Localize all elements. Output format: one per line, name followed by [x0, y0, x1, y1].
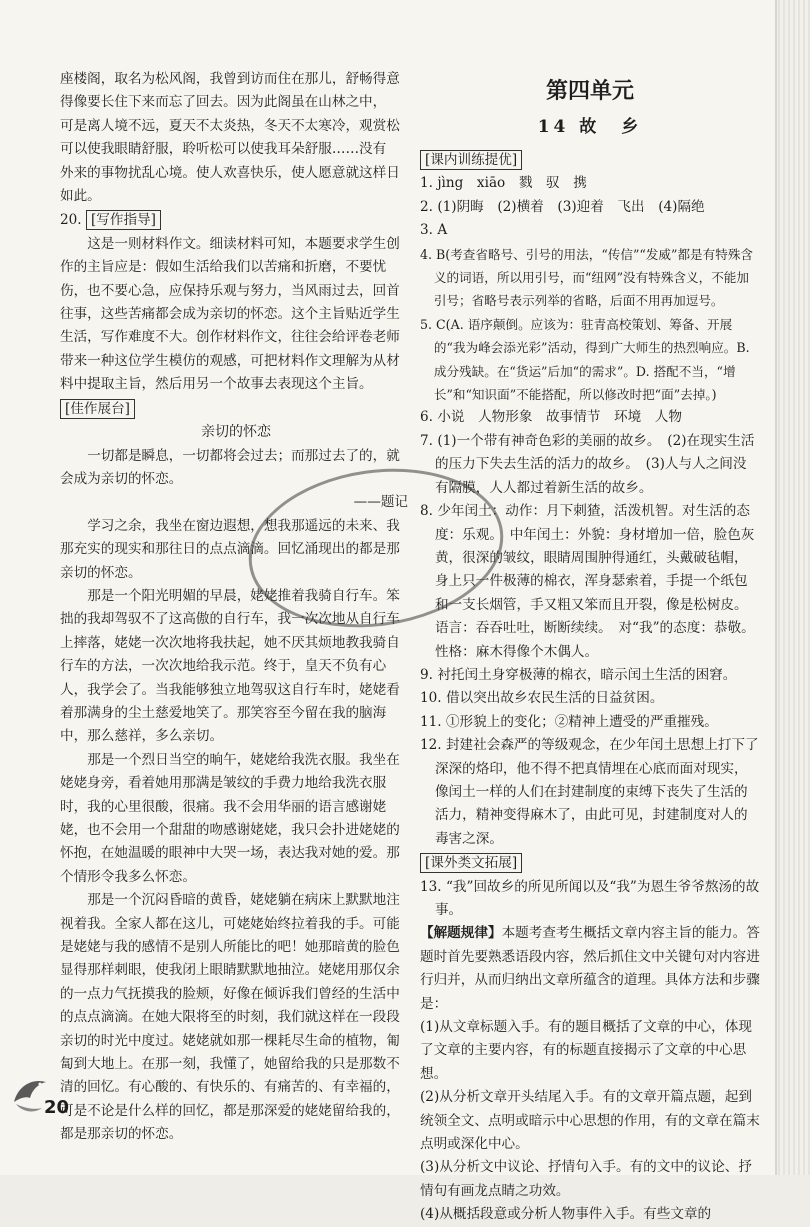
method-step: (4)从概括段意或分析人物事件入手。有些文章的 — [420, 1206, 712, 1223]
cont-line: 可是离人境不远，夏天不太炎热，冬天不太寒冷，观赏松 — [60, 117, 400, 134]
showcase-tag: [佳作展台] — [60, 399, 135, 419]
continuation-text — [60, 68, 412, 208]
method-intro: 【解题规律】本题考查考生概括文章内容主旨的能力。答题时首先要熟悉语段内容，然后抓住文中关键句对内容进行归并，从而归纳出文章所蕴含的道理。具体方法和步骤是： — [420, 925, 760, 1012]
essay-paragraph: 那是一个烈日当空的晌午，姥姥给我洗衣服。我坐在姥姥身旁，看着她用那满是皱纹的手费力地给我洗衣服时，我的心里很酸，很痛。我不会用华丽的语言感谢姥姥，也不会用一个甜甜的吻感谢姥姥，我只会扑进姥姥的怀抱，在她温暖的眼神中大哭一场，表达我对她的爱。那个情形令我多么怀恋。 — [60, 751, 400, 885]
answer-item: 7. (1)一个带有神奇色彩的美丽的故乡。 (2)在现实生活的压力下失去生活的活力的故乡。 (3)人与人之间没有隔膜，人人都过着新生活的故乡。 — [420, 432, 755, 496]
question-number: 20. — [60, 212, 82, 229]
answer-item: 4. B(考查省略号、引号的用法，“传信”“发威”都是有特殊含义的词语，所以用引号，而“纽网”没有特殊含义，不能加引号；省略号表示列举的省略，后面不用再加逗号。 — [420, 246, 754, 309]
answer-item: 2. (1)阴晦 (2)横着 (3)迎着 飞出 (4)隔绝 — [420, 198, 705, 215]
epigraph: 一切都是瞬息，一切都将会过去；而那过去了的，就会成为亲切的怀恋。 — [60, 447, 400, 487]
method-step: (1)从文章标题入手。有的题目概括了文章的中心，体现了文章的主要内容，有的标题直接揭示了文章的中心思想。 — [420, 1019, 752, 1082]
epigraph-source: ——题记 — [353, 494, 408, 511]
cont-line: 外来的事物扰乱心境。使人欢喜快乐，使人愿意就这样日 — [60, 164, 400, 181]
answer-item: 10. 借以突出故乡农民生活的日益贫困。 — [420, 690, 664, 707]
page-edge-strip — [778, 0, 810, 1175]
answer-item: 6. 小说 人物形象 故事情节 环境 人物 — [420, 409, 682, 426]
cont-line: 得像要长住下来而忘了回去。因为此阁虽在山林之中， — [60, 94, 387, 111]
in-class-section-tag: [课内训练提优] — [420, 150, 522, 170]
method-label: 【解题规律】 — [420, 925, 502, 942]
answer-item: 9. 衬托闰土身穿极薄的棉衣，暗示闰土生活的困窘。 — [420, 666, 737, 683]
answer-item: 13. “我”回故乡的所见所闻以及“我”为恩生爷爷熬汤的故事。 — [420, 878, 760, 918]
unit-title: 第四单元 — [545, 79, 634, 104]
essay-paragraph: 那是一个沉闷昏暗的黄昏，姥姥躺在病床上默默地注视着我。全家人都在这儿，可姥姥始终拉着我的手。可能是姥姥与我的感情不是别人所能比的吧！她那暗黄的脸色显得那样刺眼，使我闭上眼睛默默地抽泣。姥姥用那仅余的一点力气抚摸我的脸颊，好像在倾诉我们曾经的生活中的点点滴滴。在她大限将至的时刻，我们就这样在一段段亲切的时光中度过。姥姥就如那一棵耗尽生命的植物，匍匐到大地上。在那一刻，我懂了，她留给我的只是那数不清的回忆。有心酸的、有快乐的、有痛苦的、有幸福的，可是不论是什么样的回忆，都是那深爱的姥姥留给我的，都是那亲切的怀恋。 — [60, 892, 400, 1143]
lesson-title: 14 故 乡 — [537, 117, 643, 137]
page-number: 20 — [44, 1097, 70, 1118]
essay-paragraph: 学习之余，我坐在窗边遐想，想我那遥远的未来、我那充实的现实和那往日的点点滴滴。回忆涌现出的都是那亲切的怀恋。 — [60, 517, 400, 581]
writing-guide-text: 这是一则材料作文。细读材料可知，本题要求学生创作的主旨应是：假如生活给我们以苦痛和折磨，不要忧伤，也不要心急，应保持乐观与努力，当风雨过去，回首往事，这些苦痛都会成为亲切的怀恋。这个主旨贴近学生生活，写作难度不大。创作材料作文，往往会给评卷老师带来一种这位学生模仿的观感，可把材料作文理解为从材料中提取主旨，然后用另一个故事去表现这个主旨。 — [60, 235, 400, 393]
cont-line: 座楼阁，取名为松风阁，我曾到访而住在那儿，舒畅得意 — [60, 71, 400, 87]
essay-title: 亲切的怀恋 — [201, 424, 271, 441]
answer-item: 11. ①形貌上的变化；②精神上遭受的严重摧残。 — [420, 713, 718, 730]
cont-line: 可以使我眼睛舒服，聆听松可以使我耳朵舒服……没有 — [60, 141, 387, 158]
answer-item: 3. A — [420, 222, 448, 239]
answer-item: 12. 封建社会森严的等级观念，在少年闰土思想上打下了深深的烙印，他不得不把真情埋在心底而面对现实，像闰土一样的人们在封建制度的束缚下丧失了生活的活力，精神变得麻木了，由此可见，封建制度对人的毒害之深。 — [420, 737, 759, 847]
left-column — [60, 68, 412, 1147]
writing-guide-tag: [写作指导] — [86, 210, 161, 230]
answer-item: 8. 少年闰土：动作：月下刺猹，活泼机智。对生活的态度：乐观。 中年闰土：外貌：身材增加一倍，脸色灰黄，很深的皱纹，眼睛周围肿得通红，头戴破毡帽，身上只一件极薄的棉衣，浑身瑟索着，手提一个纸包和一支长烟管，手又粗又笨而且开裂，像是松树皮。 语言：吞吞吐吐，断断续续。 对“我”的态度：恭敬。 性格：麻木得像个木偶人。 — [420, 503, 762, 660]
cont-line: 如此。 — [60, 188, 101, 205]
answer-item: 1. jìng xiāo 戮 驭 携 — [420, 175, 587, 192]
essay-paragraph: 那是一个阳光明媚的早晨，姥姥推着我骑自行车。笨拙的我却驾驭不了这高傲的自行车，我一次次地从自行车上摔落，姥姥一次次地将我扶起，她不厌其烦地教我骑自行车的方法，一次次地给我示范。终于，皇天不负有心人，我学会了。当我能够独立地驾驭这自行车时，姥姥看着那满身的尘土慈爱地笑了。那笑容至今留在我的脑海中，那么慈祥，多么亲切。 — [60, 587, 400, 745]
method-step: (2)从分析文章开头结尾入手。有的文章开篇点题，起到统领全文、点明或暗示中心思想的作用，有的文章在篇末点明或深化中心。 — [420, 1089, 760, 1153]
extracurricular-section-tag: [课外类文拓展] — [420, 853, 522, 873]
method-step: (3)从分析文中议论、抒情句入手。有的文中的议论、抒情句有画龙点睛之功效。 — [420, 1159, 752, 1199]
question-20-header — [60, 208, 412, 232]
answer-item: 5. C(A. 语序颠倒。应该为：驻青高校策划、筹备、开展的“我为峰会添光彩”活动，得到广大师生的热烈响应。B. 成分残缺。在“货运”后加“的需求”。D. 搭配不当，“增长”和“知识面”不能搭配，所以修改时把“面”去掉。) — [420, 316, 750, 403]
right-column — [420, 68, 760, 1227]
